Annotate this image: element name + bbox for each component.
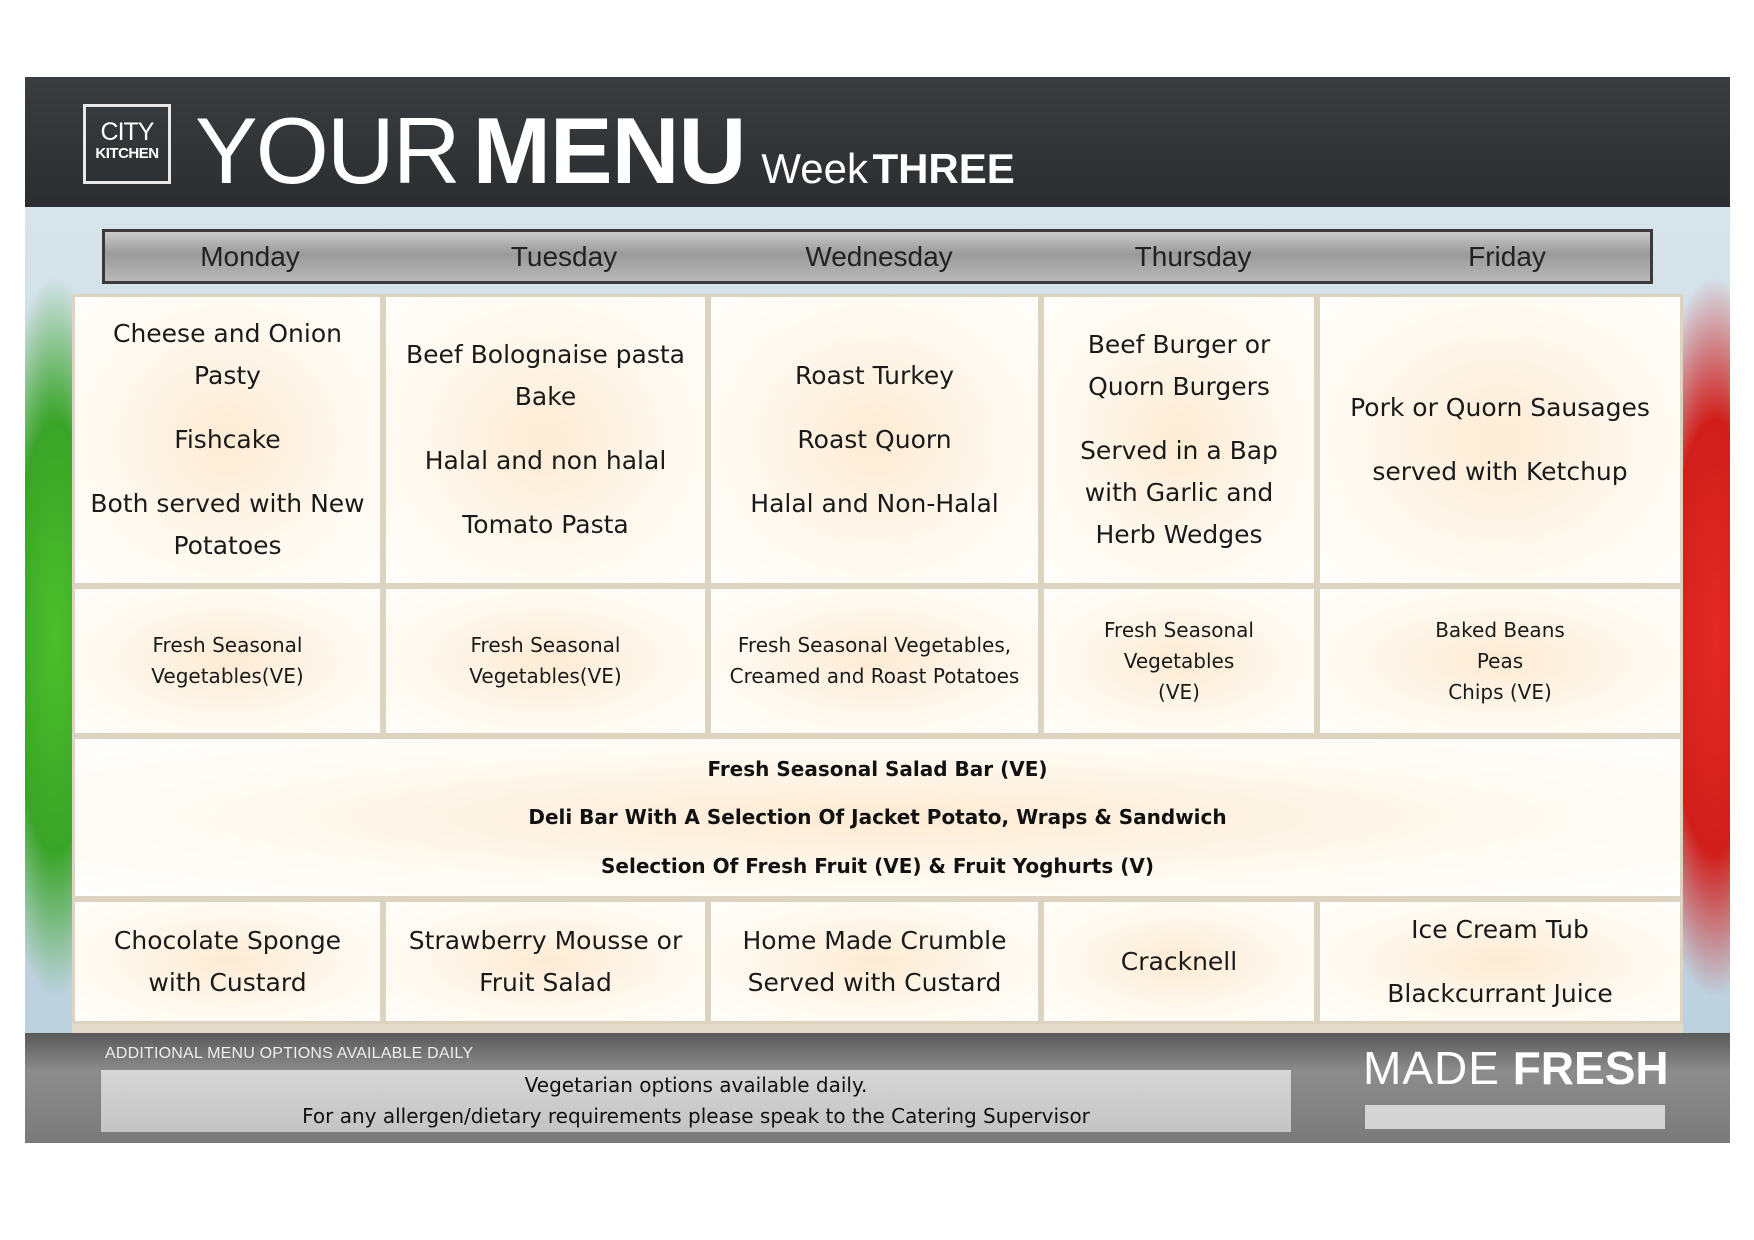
daily-option: Deli Bar With A Selection Of Jacket Potato, Wraps & Sandwich [528,805,1227,830]
menu-item: served with Ketchup [1372,457,1628,486]
side-dish-cell-tuesday [383,586,708,736]
made-fresh-logo [1363,1041,1669,1095]
menu-item: Pork or Quorn Sausages [1350,393,1650,422]
fresh-text: FRESH [1512,1042,1669,1094]
side-dish-cell-monday [72,586,383,736]
menu-item: Halal and Non-Halal [750,489,999,518]
footer-label: ADDITIONAL MENU OPTIONS AVAILABLE DAILY [105,1045,474,1062]
side-dish-cell-friday [1317,586,1683,736]
day-thursday: Thursday [1134,241,1252,272]
made-fresh-underline [1365,1105,1665,1129]
menu-item: Cracknell [1120,946,1238,976]
menu-item: Ice Cream Tub [1411,914,1589,944]
menu-item: Fresh Seasonal Vegetables, [737,633,1012,657]
menu-item: Chocolate Sponge with Custard [113,925,342,997]
title-week-number: THREE [872,145,1015,192]
day-wednesday: Wednesday [805,241,953,272]
menu-item: Beef Burger or Quorn Burgers [1087,330,1271,401]
menu-poster [25,77,1730,1143]
daily-options-band [72,736,1683,899]
menu-item: Vegetables(VE) [151,664,304,688]
menu-item: Fresh Seasonal [152,633,303,657]
menu-item: Baked Beans [1435,617,1565,642]
daily-option: Selection Of Fresh Fruit (VE) & Fruit Yoghurts (V) [601,853,1154,878]
footer-line-1: Vegetarian options available daily. [524,1073,868,1097]
menu-item: (VE) [1158,679,1200,704]
footer-notice [101,1070,1291,1132]
dessert-cell-friday [1317,899,1683,1024]
footer-line-2: For any allergen/dietary requirements please speak to the Catering Supervisor [302,1104,1090,1128]
daily-option: Fresh Seasonal Salad Bar (VE) [707,757,1048,782]
dessert-cell-wednesday [708,899,1041,1024]
menu-item: Creamed and Roast Potatoes [729,664,1020,688]
side-dish-cell-thursday [1041,586,1317,736]
title-your: YOUR [195,98,459,203]
menu-item: Vegetables(VE) [469,664,622,688]
day-header-bar [102,229,1653,284]
menu-grid [72,294,1683,1099]
day-friday: Friday [1468,241,1546,272]
menu-item: Fresh Seasonal [1104,617,1254,642]
main-dish-cell-monday [72,294,383,586]
menu-item: Beef Bolognaise pasta Bake [405,340,686,411]
menu-item: Peas [1476,648,1524,673]
page-title [195,97,1015,203]
menu-item: Halal and non halal [424,446,667,475]
menu-item: Roast Turkey [795,361,954,390]
logo-line-2: KITCHEN [95,145,159,162]
menu-item: Chips (VE) [1448,679,1552,704]
day-monday: Monday [200,241,300,272]
menu-item: Strawberry Mousse or Fruit Salad [408,925,683,997]
menu-item: Tomato Pasta [462,510,629,539]
menu-item: Both served with New Potatoes [90,489,365,560]
made-text: MADE [1363,1042,1500,1094]
day-tuesday: Tuesday [510,241,618,272]
dessert-cell-thursday [1041,899,1317,1024]
footer-bar [25,1033,1730,1143]
main-dish-cell-thursday [1041,294,1317,586]
main-dish-cell-friday [1317,294,1683,586]
main-dish-cell-tuesday [383,294,708,586]
dessert-cell-tuesday [383,899,708,1024]
menu-item: Blackcurrant Juice [1387,978,1613,1008]
menu-item: Fishcake [174,425,281,454]
side-dish-cell-wednesday [708,586,1041,736]
city-kitchen-logo [83,104,171,184]
title-menu: MENU [472,98,746,203]
menu-item: Vegetables [1123,648,1235,673]
menu-item: Roast Quorn [797,425,952,454]
menu-item: Served in a Bap with Garlic and Herb Wedges [1080,436,1278,549]
dessert-cell-monday [72,899,383,1024]
menu-item: Home Made Crumble Served with Custard [742,925,1007,997]
logo-line-1: CITY [100,118,154,146]
main-dish-cell-wednesday [708,294,1041,586]
menu-item: Cheese and Onion Pasty [112,319,342,390]
menu-item: Fresh Seasonal [470,633,621,657]
header-bar [25,77,1730,207]
title-week: Week [761,145,868,192]
